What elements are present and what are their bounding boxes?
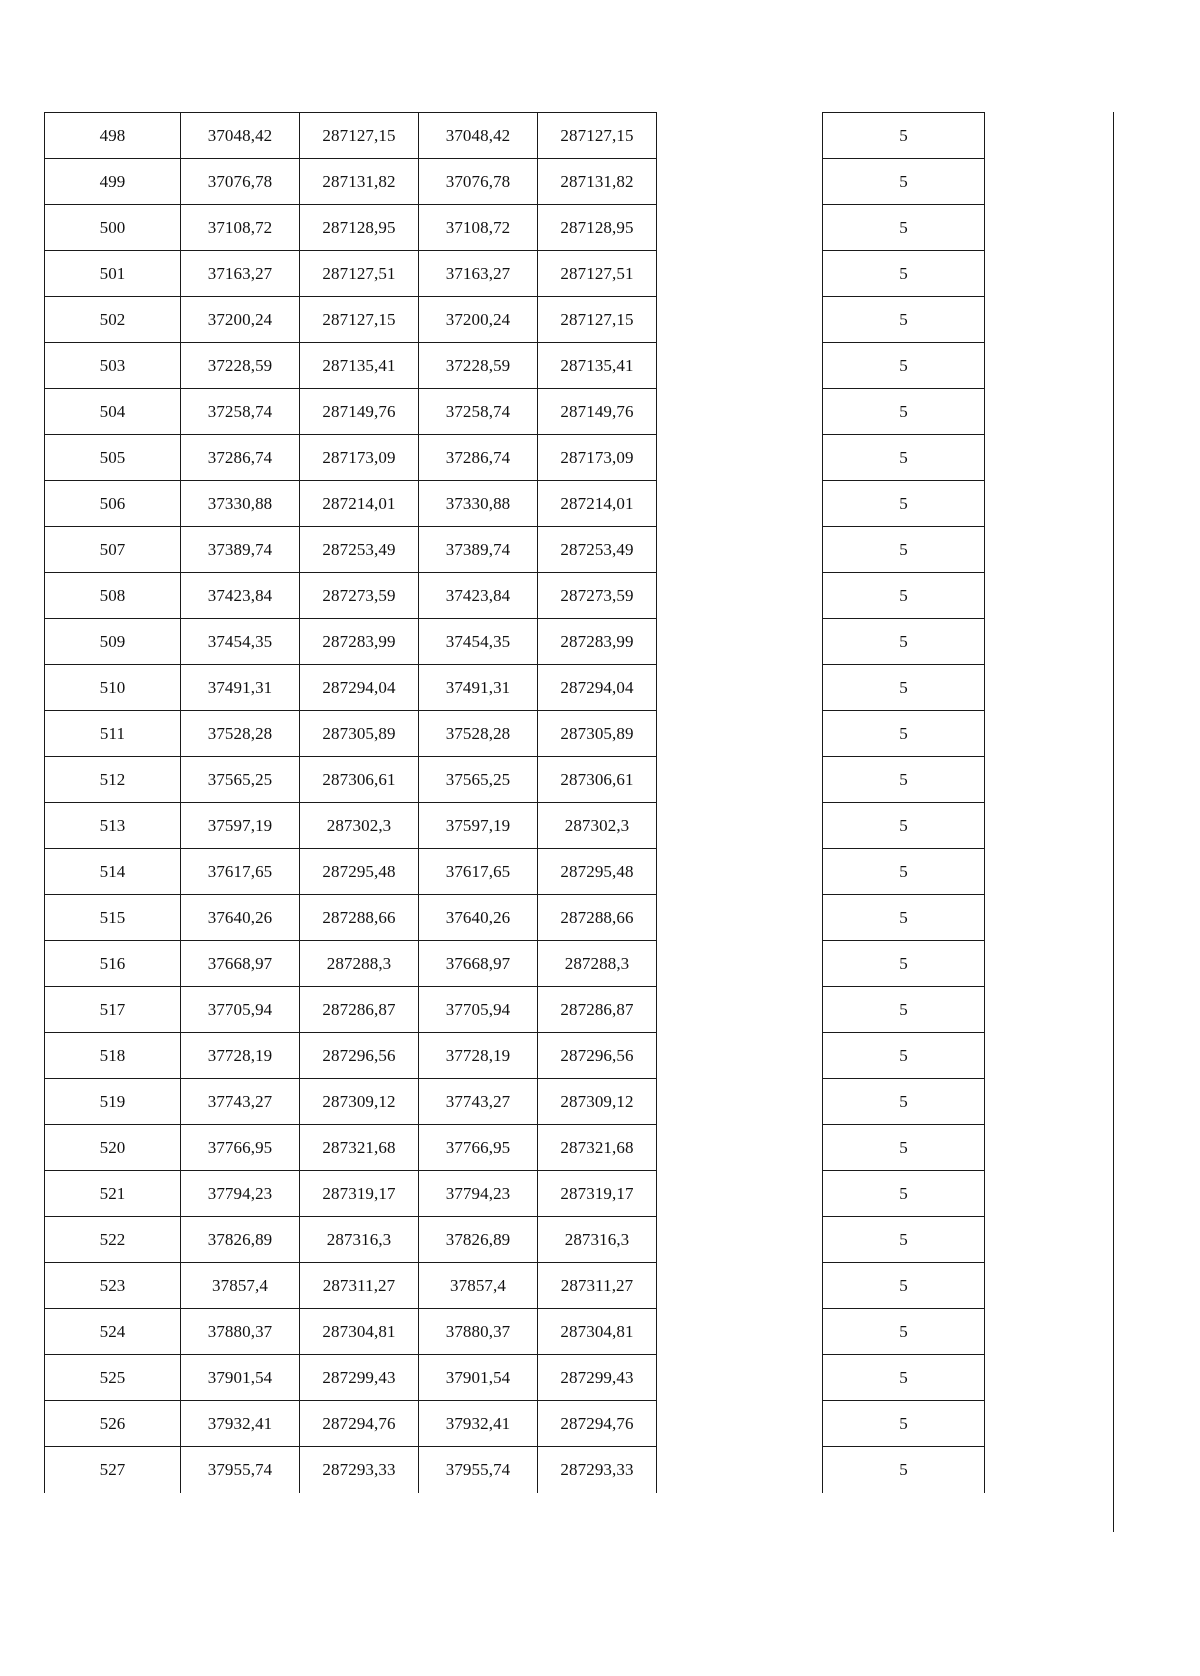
empty-cell	[657, 159, 823, 205]
y-coordinate-cell: 287128,95	[538, 205, 657, 251]
y-coordinate-cell: 287302,3	[538, 803, 657, 849]
empty-cell	[657, 113, 823, 159]
x-coordinate-cell: 37076,78	[419, 159, 538, 205]
empty-cell	[657, 803, 823, 849]
x-coordinate-cell: 37108,72	[419, 205, 538, 251]
x-coordinate-cell: 37200,24	[419, 297, 538, 343]
accuracy-cell: 5	[823, 941, 985, 987]
x-coordinate-cell: 37955,74	[181, 1447, 300, 1493]
point-number-cell: 509	[45, 619, 181, 665]
table-row	[45, 1079, 985, 1125]
x-coordinate-cell: 37640,26	[181, 895, 300, 941]
table-row	[45, 159, 985, 205]
empty-cell	[657, 757, 823, 803]
table-row	[45, 343, 985, 389]
y-coordinate-cell: 287149,76	[538, 389, 657, 435]
x-coordinate-cell: 37423,84	[181, 573, 300, 619]
table-row	[45, 849, 985, 895]
x-coordinate-cell: 37228,59	[419, 343, 538, 389]
point-number-cell: 504	[45, 389, 181, 435]
y-coordinate-cell: 287131,82	[300, 159, 419, 205]
accuracy-cell: 5	[823, 1263, 985, 1309]
empty-cell	[657, 1171, 823, 1217]
empty-cell	[657, 1125, 823, 1171]
y-coordinate-cell: 287304,81	[538, 1309, 657, 1355]
table-row	[45, 113, 985, 159]
table-row	[45, 205, 985, 251]
x-coordinate-cell: 37794,23	[181, 1171, 300, 1217]
accuracy-cell: 5	[823, 1125, 985, 1171]
x-coordinate-cell: 37668,97	[181, 941, 300, 987]
table-row	[45, 481, 985, 527]
y-coordinate-cell: 287173,09	[538, 435, 657, 481]
point-number-cell: 520	[45, 1125, 181, 1171]
accuracy-cell: 5	[823, 159, 985, 205]
table-row	[45, 527, 985, 573]
x-coordinate-cell: 37668,97	[419, 941, 538, 987]
empty-cell	[657, 527, 823, 573]
point-number-cell: 523	[45, 1263, 181, 1309]
y-coordinate-cell: 287296,56	[300, 1033, 419, 1079]
point-number-cell: 508	[45, 573, 181, 619]
y-coordinate-cell: 287253,49	[538, 527, 657, 573]
point-number-cell: 505	[45, 435, 181, 481]
table-row	[45, 1125, 985, 1171]
y-coordinate-cell: 287127,15	[538, 297, 657, 343]
x-coordinate-cell: 37200,24	[181, 297, 300, 343]
point-number-cell: 503	[45, 343, 181, 389]
x-coordinate-cell: 37491,31	[181, 665, 300, 711]
table-row	[45, 1217, 985, 1263]
table-row	[45, 297, 985, 343]
point-number-cell: 518	[45, 1033, 181, 1079]
x-coordinate-cell: 37640,26	[419, 895, 538, 941]
y-coordinate-cell: 287286,87	[300, 987, 419, 1033]
accuracy-cell: 5	[823, 1447, 985, 1493]
point-number-cell: 513	[45, 803, 181, 849]
y-coordinate-cell: 287306,61	[538, 757, 657, 803]
x-coordinate-cell: 37491,31	[419, 665, 538, 711]
point-number-cell: 516	[45, 941, 181, 987]
x-coordinate-cell: 37705,94	[419, 987, 538, 1033]
x-coordinate-cell: 37108,72	[181, 205, 300, 251]
y-coordinate-cell: 287309,12	[538, 1079, 657, 1125]
y-coordinate-cell: 287293,33	[300, 1447, 419, 1493]
x-coordinate-cell: 37423,84	[419, 573, 538, 619]
y-coordinate-cell: 287135,41	[538, 343, 657, 389]
x-coordinate-cell: 37705,94	[181, 987, 300, 1033]
accuracy-cell: 5	[823, 573, 985, 619]
x-coordinate-cell: 37743,27	[419, 1079, 538, 1125]
y-coordinate-cell: 287316,3	[538, 1217, 657, 1263]
y-coordinate-cell: 287311,27	[300, 1263, 419, 1309]
point-number-cell: 522	[45, 1217, 181, 1263]
y-coordinate-cell: 287127,15	[300, 297, 419, 343]
empty-cell	[657, 619, 823, 665]
x-coordinate-cell: 37826,89	[419, 1217, 538, 1263]
x-coordinate-cell: 37565,25	[419, 757, 538, 803]
empty-cell	[657, 895, 823, 941]
table-row	[45, 251, 985, 297]
x-coordinate-cell: 37728,19	[181, 1033, 300, 1079]
x-coordinate-cell: 37880,37	[181, 1309, 300, 1355]
coordinates-table-body	[45, 113, 985, 1493]
table-row	[45, 665, 985, 711]
y-coordinate-cell: 287293,33	[538, 1447, 657, 1493]
x-coordinate-cell: 37389,74	[419, 527, 538, 573]
table-row	[45, 573, 985, 619]
y-coordinate-cell: 287321,68	[538, 1125, 657, 1171]
y-coordinate-cell: 287302,3	[300, 803, 419, 849]
y-coordinate-cell: 287283,99	[538, 619, 657, 665]
empty-cell	[657, 573, 823, 619]
empty-cell	[657, 1079, 823, 1125]
x-coordinate-cell: 37901,54	[181, 1355, 300, 1401]
empty-cell	[657, 1309, 823, 1355]
point-number-cell: 502	[45, 297, 181, 343]
accuracy-cell: 5	[823, 849, 985, 895]
table-row	[45, 435, 985, 481]
x-coordinate-cell: 37528,28	[419, 711, 538, 757]
y-coordinate-cell: 287305,89	[538, 711, 657, 757]
y-coordinate-cell: 287127,51	[300, 251, 419, 297]
x-coordinate-cell: 37766,95	[419, 1125, 538, 1171]
table-row	[45, 1033, 985, 1079]
point-number-cell: 511	[45, 711, 181, 757]
y-coordinate-cell: 287295,48	[538, 849, 657, 895]
point-number-cell: 517	[45, 987, 181, 1033]
empty-cell	[657, 1401, 823, 1447]
right-column-border	[1113, 112, 1114, 1532]
accuracy-cell: 5	[823, 251, 985, 297]
x-coordinate-cell: 37163,27	[181, 251, 300, 297]
table-row	[45, 941, 985, 987]
y-coordinate-cell: 287273,59	[538, 573, 657, 619]
table-row	[45, 1309, 985, 1355]
empty-cell	[657, 987, 823, 1033]
accuracy-cell: 5	[823, 205, 985, 251]
y-coordinate-cell: 287316,3	[300, 1217, 419, 1263]
point-number-cell: 507	[45, 527, 181, 573]
table-row	[45, 757, 985, 803]
accuracy-cell: 5	[823, 1355, 985, 1401]
y-coordinate-cell: 287273,59	[300, 573, 419, 619]
x-coordinate-cell: 37617,65	[181, 849, 300, 895]
accuracy-cell: 5	[823, 757, 985, 803]
point-number-cell: 510	[45, 665, 181, 711]
x-coordinate-cell: 37076,78	[181, 159, 300, 205]
x-coordinate-cell: 37857,4	[181, 1263, 300, 1309]
y-coordinate-cell: 287288,3	[538, 941, 657, 987]
x-coordinate-cell: 37228,59	[181, 343, 300, 389]
y-coordinate-cell: 287149,76	[300, 389, 419, 435]
empty-cell	[657, 1355, 823, 1401]
x-coordinate-cell: 37826,89	[181, 1217, 300, 1263]
x-coordinate-cell: 37048,42	[181, 113, 300, 159]
x-coordinate-cell: 37286,74	[419, 435, 538, 481]
y-coordinate-cell: 287173,09	[300, 435, 419, 481]
accuracy-cell: 5	[823, 481, 985, 527]
y-coordinate-cell: 287304,81	[300, 1309, 419, 1355]
x-coordinate-cell: 37766,95	[181, 1125, 300, 1171]
x-coordinate-cell: 37389,74	[181, 527, 300, 573]
empty-cell	[657, 297, 823, 343]
point-number-cell: 501	[45, 251, 181, 297]
empty-cell	[657, 665, 823, 711]
y-coordinate-cell: 287294,04	[538, 665, 657, 711]
table-row	[45, 619, 985, 665]
x-coordinate-cell: 37880,37	[419, 1309, 538, 1355]
accuracy-cell: 5	[823, 389, 985, 435]
y-coordinate-cell: 287135,41	[300, 343, 419, 389]
y-coordinate-cell: 287288,3	[300, 941, 419, 987]
x-coordinate-cell: 37857,4	[419, 1263, 538, 1309]
x-coordinate-cell: 37728,19	[419, 1033, 538, 1079]
accuracy-cell: 5	[823, 435, 985, 481]
y-coordinate-cell: 287288,66	[538, 895, 657, 941]
y-coordinate-cell: 287127,15	[538, 113, 657, 159]
x-coordinate-cell: 37932,41	[419, 1401, 538, 1447]
empty-cell	[657, 205, 823, 251]
empty-cell	[657, 1033, 823, 1079]
empty-cell	[657, 1217, 823, 1263]
y-coordinate-cell: 287253,49	[300, 527, 419, 573]
table-row	[45, 1355, 985, 1401]
x-coordinate-cell: 37258,74	[181, 389, 300, 435]
y-coordinate-cell: 287294,04	[300, 665, 419, 711]
x-coordinate-cell: 37258,74	[419, 389, 538, 435]
accuracy-cell: 5	[823, 987, 985, 1033]
accuracy-cell: 5	[823, 803, 985, 849]
accuracy-cell: 5	[823, 1079, 985, 1125]
empty-cell	[657, 711, 823, 757]
y-coordinate-cell: 287127,51	[538, 251, 657, 297]
accuracy-cell: 5	[823, 527, 985, 573]
point-number-cell: 506	[45, 481, 181, 527]
x-coordinate-cell: 37330,88	[181, 481, 300, 527]
y-coordinate-cell: 287296,56	[538, 1033, 657, 1079]
accuracy-cell: 5	[823, 1401, 985, 1447]
x-coordinate-cell: 37794,23	[419, 1171, 538, 1217]
empty-cell	[657, 849, 823, 895]
y-coordinate-cell: 287294,76	[538, 1401, 657, 1447]
y-coordinate-cell: 287295,48	[300, 849, 419, 895]
x-coordinate-cell: 37454,35	[419, 619, 538, 665]
accuracy-cell: 5	[823, 619, 985, 665]
accuracy-cell: 5	[823, 1171, 985, 1217]
y-coordinate-cell: 287131,82	[538, 159, 657, 205]
x-coordinate-cell: 37163,27	[419, 251, 538, 297]
point-number-cell: 514	[45, 849, 181, 895]
y-coordinate-cell: 287294,76	[300, 1401, 419, 1447]
y-coordinate-cell: 287319,17	[538, 1171, 657, 1217]
empty-cell	[657, 1447, 823, 1493]
table-row	[45, 1263, 985, 1309]
point-number-cell: 526	[45, 1401, 181, 1447]
y-coordinate-cell: 287214,01	[538, 481, 657, 527]
y-coordinate-cell: 287321,68	[300, 1125, 419, 1171]
x-coordinate-cell: 37901,54	[419, 1355, 538, 1401]
empty-cell	[657, 941, 823, 987]
x-coordinate-cell: 37597,19	[419, 803, 538, 849]
x-coordinate-cell: 37330,88	[419, 481, 538, 527]
empty-cell	[657, 343, 823, 389]
x-coordinate-cell: 37617,65	[419, 849, 538, 895]
y-coordinate-cell: 287311,27	[538, 1263, 657, 1309]
x-coordinate-cell: 37048,42	[419, 113, 538, 159]
y-coordinate-cell: 287214,01	[300, 481, 419, 527]
point-number-cell: 512	[45, 757, 181, 803]
y-coordinate-cell: 287288,66	[300, 895, 419, 941]
point-number-cell: 525	[45, 1355, 181, 1401]
point-number-cell: 498	[45, 113, 181, 159]
accuracy-cell: 5	[823, 711, 985, 757]
y-coordinate-cell: 287299,43	[538, 1355, 657, 1401]
x-coordinate-cell: 37565,25	[181, 757, 300, 803]
table-row	[45, 1171, 985, 1217]
y-coordinate-cell: 287306,61	[300, 757, 419, 803]
accuracy-cell: 5	[823, 113, 985, 159]
table-row	[45, 803, 985, 849]
point-number-cell: 527	[45, 1447, 181, 1493]
empty-cell	[657, 1263, 823, 1309]
empty-cell	[657, 435, 823, 481]
empty-cell	[657, 251, 823, 297]
x-coordinate-cell: 37454,35	[181, 619, 300, 665]
y-coordinate-cell: 287128,95	[300, 205, 419, 251]
x-coordinate-cell: 37932,41	[181, 1401, 300, 1447]
accuracy-cell: 5	[823, 297, 985, 343]
x-coordinate-cell: 37597,19	[181, 803, 300, 849]
point-number-cell: 519	[45, 1079, 181, 1125]
y-coordinate-cell: 287305,89	[300, 711, 419, 757]
point-number-cell: 500	[45, 205, 181, 251]
y-coordinate-cell: 287309,12	[300, 1079, 419, 1125]
point-number-cell: 515	[45, 895, 181, 941]
accuracy-cell: 5	[823, 1033, 985, 1079]
y-coordinate-cell: 287319,17	[300, 1171, 419, 1217]
accuracy-cell: 5	[823, 343, 985, 389]
y-coordinate-cell: 287299,43	[300, 1355, 419, 1401]
y-coordinate-cell: 287283,99	[300, 619, 419, 665]
y-coordinate-cell: 287286,87	[538, 987, 657, 1033]
empty-cell	[657, 481, 823, 527]
x-coordinate-cell: 37286,74	[181, 435, 300, 481]
accuracy-cell: 5	[823, 1217, 985, 1263]
x-coordinate-cell: 37955,74	[419, 1447, 538, 1493]
coordinates-table	[44, 112, 985, 1493]
table-row	[45, 711, 985, 757]
table-row	[45, 895, 985, 941]
table-row	[45, 987, 985, 1033]
table-row	[45, 389, 985, 435]
accuracy-cell: 5	[823, 895, 985, 941]
point-number-cell: 499	[45, 159, 181, 205]
y-coordinate-cell: 287127,15	[300, 113, 419, 159]
table-row	[45, 1401, 985, 1447]
x-coordinate-cell: 37528,28	[181, 711, 300, 757]
x-coordinate-cell: 37743,27	[181, 1079, 300, 1125]
empty-cell	[657, 389, 823, 435]
accuracy-cell: 5	[823, 1309, 985, 1355]
point-number-cell: 524	[45, 1309, 181, 1355]
accuracy-cell: 5	[823, 665, 985, 711]
point-number-cell: 521	[45, 1171, 181, 1217]
table-row	[45, 1447, 985, 1493]
